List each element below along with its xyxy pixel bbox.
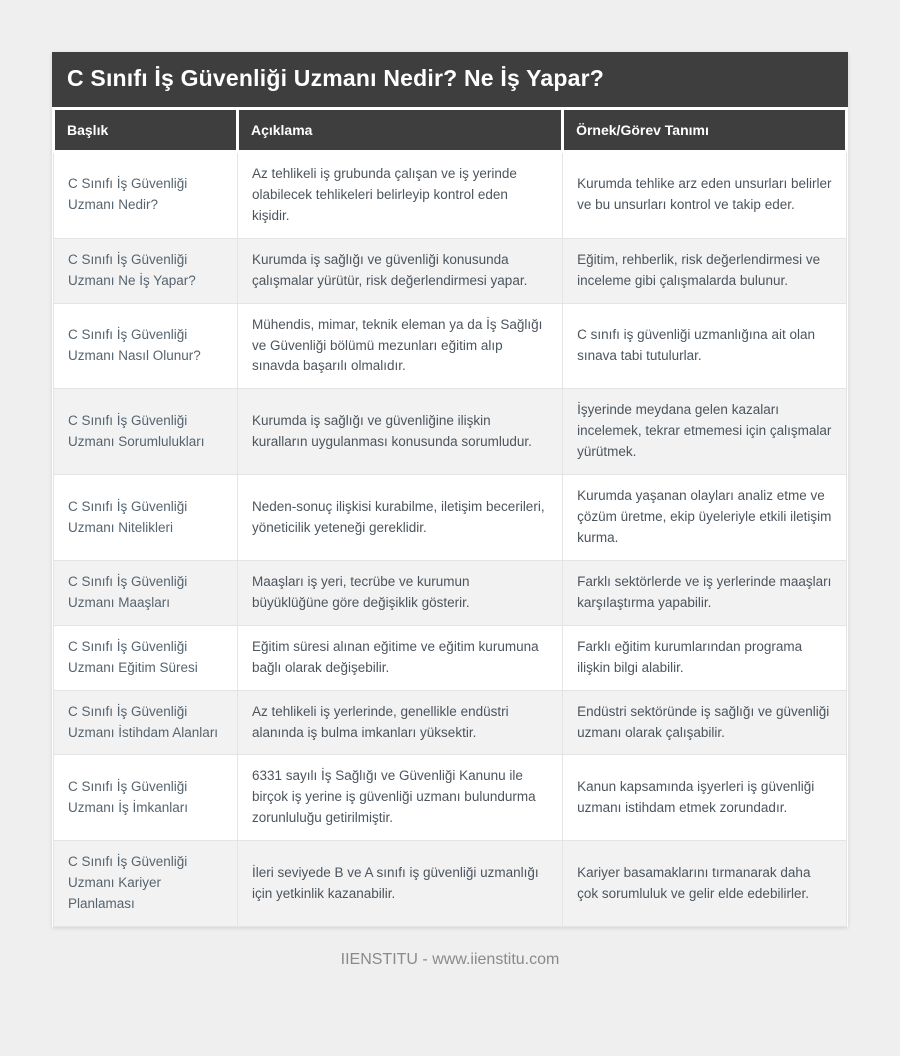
row-description-cell: Kurumda iş sağlığı ve güvenliği konusunda çalışmalar yürütür, risk değerlendirmesi yapar.: [237, 238, 562, 303]
table-row: [54, 625, 847, 690]
table-header: [54, 109, 847, 152]
page-title: C Sınıfı İş Güvenliği Uzmanı Nedir? Ne İş Yapar?: [52, 52, 848, 107]
row-example-cell: Kurumda tehlike arz eden unsurları belirler ve bu unsurları kontrol ve takip eder.: [563, 152, 847, 239]
row-example-cell: C sınıfı iş güvenliği uzmanlığına ait olan sınava tabi tutulurlar.: [563, 303, 847, 389]
row-title-cell: C Sınıfı İş Güvenliği Uzmanı Nedir?: [54, 152, 238, 239]
table-row: [54, 690, 847, 755]
column-header-ornek-gorev-tanimi: Örnek/Görev Tanımı: [563, 109, 847, 152]
table-header-row: [54, 109, 847, 152]
table-row: [54, 389, 847, 475]
table-row: [54, 152, 847, 239]
row-description-cell: Kurumda iş sağlığı ve güvenliğine ilişkin kuralların uygulanması konusunda sorumludur.: [237, 389, 562, 475]
table-row: [54, 841, 847, 927]
row-description-cell: Mühendis, mimar, teknik eleman ya da İş Sağlığı ve Güvenliği bölümü mezunları eğitim alıp sınavda başarılı olmalıdır.: [237, 303, 562, 389]
row-example-cell: Kurumda yaşanan olayları analiz etme ve çözüm üretme, ekip üyeleriyle etkili iletişim kurma.: [563, 475, 847, 561]
row-title-cell: C Sınıfı İş Güvenliği Uzmanı Sorumlulukları: [54, 389, 238, 475]
row-example-cell: Farklı sektörlerde ve iş yerlerinde maaşları karşılaştırma yapabilir.: [563, 560, 847, 625]
footer-credit: IIENSTITU - www.iienstitu.com: [340, 950, 560, 968]
row-description-cell: Maaşları iş yeri, tecrübe ve kurumun büyüklüğüne göre değişiklik gösterir.: [237, 560, 562, 625]
info-table-card: [52, 52, 848, 927]
column-header-aciklama: Açıklama: [237, 109, 562, 152]
table-row: [54, 303, 847, 389]
row-description-cell: Az tehlikeli iş yerlerinde, genellikle endüstri alanında iş bulma imkanları yüksektir.: [237, 690, 562, 755]
table-row: [54, 755, 847, 841]
row-description-cell: Az tehlikeli iş grubunda çalışan ve iş yerinde olabilecek tehlikeleri belirleyip kontrol eden kişidir.: [237, 152, 562, 239]
table-row: [54, 560, 847, 625]
row-title-cell: C Sınıfı İş Güvenliği Uzmanı Kariyer Planlaması: [54, 841, 238, 927]
table-row: [54, 475, 847, 561]
row-description-cell: Neden-sonuç ilişkisi kurabilme, iletişim becerileri, yöneticilik yeteneği gereklidir.: [237, 475, 562, 561]
row-example-cell: Kariyer basamaklarını tırmanarak daha çok sorumluluk ve gelir elde edebilirler.: [563, 841, 847, 927]
row-description-cell: 6331 sayılı İş Sağlığı ve Güvenliği Kanunu ile birçok iş yerine iş güvenliği uzmanı bulundurma zorunluluğu getirilmiştir.: [237, 755, 562, 841]
row-example-cell: Kanun kapsamında işyerleri iş güvenliği uzmanı istihdam etmek zorundadır.: [563, 755, 847, 841]
row-example-cell: Endüstri sektöründe iş sağlığı ve güvenliği uzmanı olarak çalışabilir.: [563, 690, 847, 755]
row-title-cell: C Sınıfı İş Güvenliği Uzmanı Eğitim Süresi: [54, 625, 238, 690]
row-example-cell: Eğitim, rehberlik, risk değerlendirmesi ve inceleme gibi çalışmalarda bulunur.: [563, 238, 847, 303]
row-example-cell: Farklı eğitim kurumlarından programa ilişkin bilgi alabilir.: [563, 625, 847, 690]
row-title-cell: C Sınıfı İş Güvenliği Uzmanı Maaşları: [54, 560, 238, 625]
column-header-baslik: Başlık: [54, 109, 238, 152]
table-row: [54, 238, 847, 303]
row-description-cell: İleri seviyede B ve A sınıfı iş güvenliği uzmanlığı için yetkinlik kazanabilir.: [237, 841, 562, 927]
row-title-cell: C Sınıfı İş Güvenliği Uzmanı İş İmkanları: [54, 755, 238, 841]
row-title-cell: C Sınıfı İş Güvenliği Uzmanı İstihdam Alanları: [54, 690, 238, 755]
row-title-cell: C Sınıfı İş Güvenliği Uzmanı Ne İş Yapar?: [54, 238, 238, 303]
row-title-cell: C Sınıfı İş Güvenliği Uzmanı Nitelikleri: [54, 475, 238, 561]
table-body: [54, 152, 847, 927]
row-title-cell: C Sınıfı İş Güvenliği Uzmanı Nasıl Olunur?: [54, 303, 238, 389]
info-table: [52, 107, 848, 927]
row-description-cell: Eğitim süresi alınan eğitime ve eğitim kurumuna bağlı olarak değişebilir.: [237, 625, 562, 690]
row-example-cell: İşyerinde meydana gelen kazaları incelemek, tekrar etmemesi için çalışmalar yürütmek.: [563, 389, 847, 475]
